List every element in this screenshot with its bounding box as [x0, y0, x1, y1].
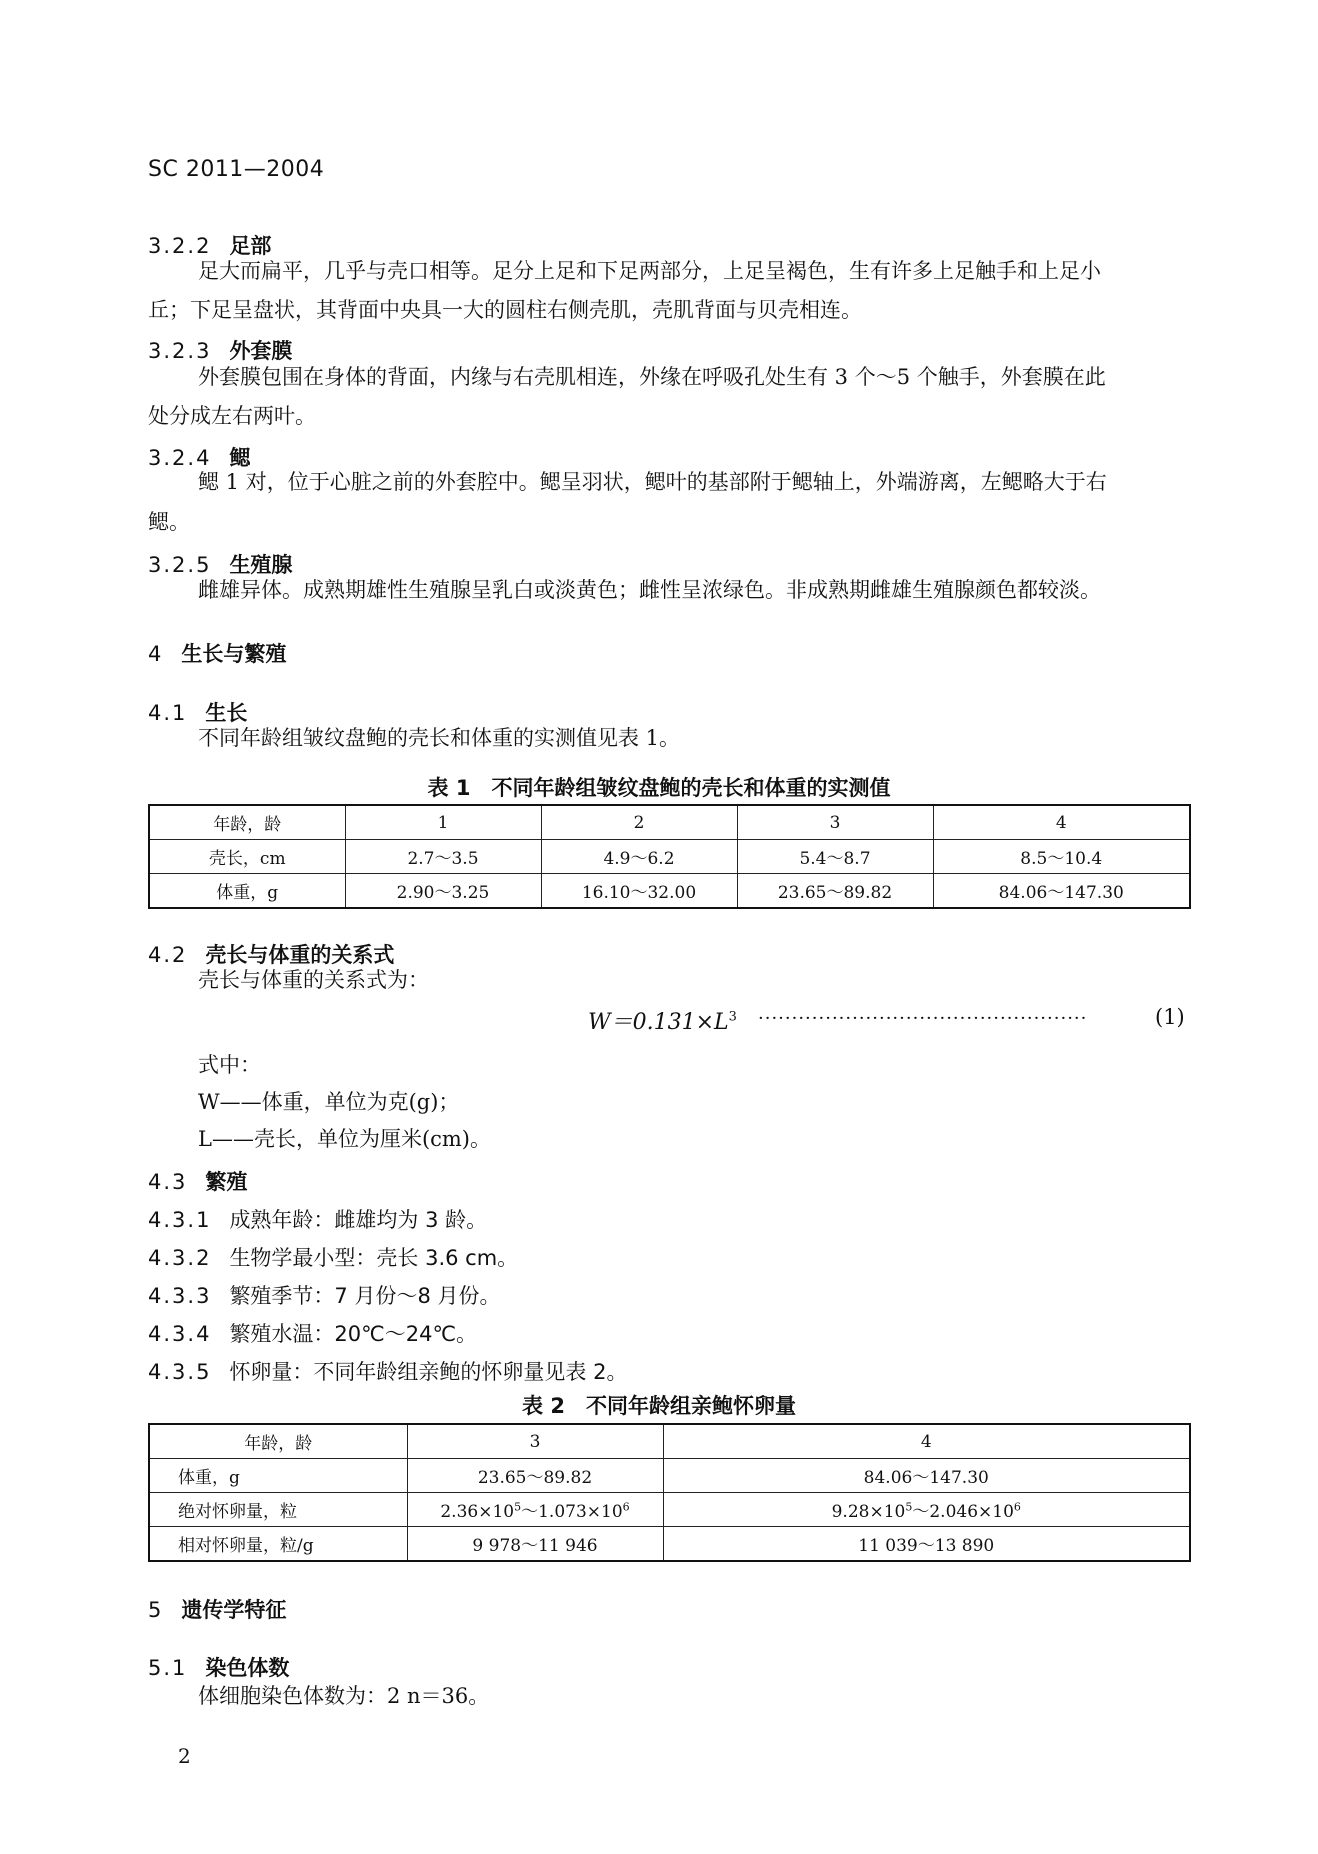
- table-header-cell: 4: [663, 1424, 1190, 1459]
- section-title: 繁殖: [205, 1170, 248, 1194]
- table-cell: 2.7～3.5: [345, 840, 541, 874]
- table-header-cell: 4: [933, 805, 1190, 840]
- table-cell: 5.4～8.7: [737, 840, 933, 874]
- page-number: 2: [178, 1744, 191, 1768]
- table-cell: 84.06～147.30: [663, 1459, 1190, 1493]
- where-label: 式中：: [198, 1053, 261, 1077]
- table-header-cell: 3: [737, 805, 933, 840]
- section-number: 4.2: [148, 943, 188, 967]
- document-code: SC 2011—2004: [148, 157, 325, 182]
- table-row: [149, 1424, 1190, 1459]
- table-cell: [407, 1493, 663, 1527]
- section-title: 生长: [205, 701, 248, 725]
- section-number: 5: [148, 1598, 164, 1622]
- table-row: [149, 805, 1190, 840]
- section-number: 4: [148, 642, 164, 666]
- value-exponent: 5: [905, 1500, 913, 1514]
- section-3-2-4-line-2: 鳃。: [148, 510, 190, 534]
- formula-exponent: 3: [728, 1009, 737, 1025]
- table-header-cell: 2: [541, 805, 737, 840]
- section-3-2-2-line-1: 足大而扁平，几乎与壳口相等。足分上足和下足两部分，上足呈褐色，生有许多上足触手和上足小: [198, 259, 1101, 283]
- table-cell: 11 039～13 890: [663, 1527, 1190, 1562]
- table-cell: 体重，g: [149, 1459, 407, 1493]
- table-header-cell: 1: [345, 805, 541, 840]
- section-title: 生长与繁殖: [181, 642, 287, 666]
- table-cell: 2.90～3.25: [345, 874, 541, 909]
- formula-leader-dots: ·················································: [758, 1008, 1088, 1029]
- table-cell: 绝对怀卵量，粒: [149, 1493, 407, 1527]
- table-cell: 23.65～89.82: [407, 1459, 663, 1493]
- section-5-1-line-1: 体细胞染色体数为：2 n＝36。: [198, 1684, 490, 1708]
- table-cell: 16.10～32.00: [541, 874, 737, 909]
- table-cell: 84.06～147.30: [933, 874, 1190, 909]
- section-text: 怀卵量：不同年龄组亲鲍的怀卵量见表 2。: [229, 1360, 628, 1384]
- table-cell: 壳长，cm: [149, 840, 345, 874]
- section-number: 4.3.4: [148, 1322, 212, 1346]
- section-number: 5.1: [148, 1656, 188, 1680]
- formula-lhs: W＝0.131×L: [588, 1010, 729, 1035]
- section-title: 鳃: [229, 446, 251, 470]
- where-l: L——壳长，单位为厘米(cm)。: [198, 1127, 492, 1151]
- section-4-3-heading: [148, 1166, 247, 1196]
- section-number: 3.2.3: [148, 339, 212, 363]
- equation-number: (1): [1155, 1005, 1185, 1029]
- section-text: 繁殖季节：7 月份～8 月份。: [229, 1284, 501, 1308]
- section-4-2-line-1: 壳长与体重的关系式为：: [198, 968, 429, 992]
- table-1-caption: 表 1 不同年龄组皱纹盘鲍的壳长和体重的实测值: [427, 776, 891, 800]
- table-row: [149, 874, 1190, 909]
- table-header-cell: 年龄，龄: [149, 805, 345, 840]
- section-number: 4.3.1: [148, 1208, 212, 1232]
- table-cell: 4.9～6.2: [541, 840, 737, 874]
- section-number: 4.3.2: [148, 1246, 212, 1270]
- where-w: W——体重，单位为克(g)；: [198, 1090, 460, 1114]
- section-number: 4.3.3: [148, 1284, 212, 1308]
- table-cell: 8.5～10.4: [933, 840, 1190, 874]
- section-title: 足部: [229, 234, 272, 258]
- section-number: 4.3.5: [148, 1360, 212, 1384]
- section-title: 生殖腺: [229, 553, 293, 577]
- value-part: ～1.073×10: [521, 1502, 623, 1522]
- section-4-3-1: [148, 1204, 487, 1234]
- section-3-2-4-line-1: 鳃 1 对，位于心脏之前的外套腔中。鳃呈羽状，鳃叶的基部附于鳃轴上，外端游离，左鳃略大于右: [198, 470, 1107, 494]
- section-3-2-3-line-2: 处分成左右两叶。: [148, 404, 316, 428]
- section-4-3-5: [148, 1356, 627, 1386]
- section-number: 4.1: [148, 701, 188, 725]
- table-2-caption: 表 2 不同年龄组亲鲍怀卵量: [522, 1394, 796, 1418]
- value-part: 9.28×10: [831, 1502, 906, 1522]
- section-number: 4.3: [148, 1170, 188, 1194]
- section-title: 染色体数: [205, 1656, 290, 1680]
- section-3-2-2-line-2: 丘；下足呈盘状，其背面中央具一大的圆柱右侧壳肌，壳肌背面与贝壳相连。: [148, 298, 862, 322]
- table-row: [149, 840, 1190, 874]
- section-5-heading: [148, 1594, 286, 1624]
- table-header-cell: 年龄，龄: [149, 1424, 407, 1459]
- value-exponent: 6: [1013, 1500, 1021, 1514]
- table-row: [149, 1459, 1190, 1493]
- section-4-1-line-1: 不同年龄组皱纹盘鲍的壳长和体重的实测值见表 1。: [198, 726, 681, 750]
- table-cell: 体重，g: [149, 874, 345, 909]
- formula: [588, 1005, 737, 1036]
- value-part: ～2.046×10: [912, 1502, 1014, 1522]
- section-text: 成熟年龄：雌雄均为 3 龄。: [229, 1208, 488, 1232]
- section-text: 繁殖水温：20℃～24℃。: [229, 1322, 478, 1346]
- table-cell: 相对怀卵量，粒/g: [149, 1527, 407, 1562]
- section-text: 生物学最小型：壳长 3.6 cm。: [229, 1246, 519, 1270]
- table-header-cell: 3: [407, 1424, 663, 1459]
- section-title: 遗传学特征: [181, 1598, 287, 1622]
- section-number: 3.2.2: [148, 234, 212, 258]
- section-4-3-4: [148, 1318, 477, 1348]
- value-exponent: 6: [622, 1500, 630, 1514]
- section-3-2-3-line-1: 外套膜包围在身体的背面，内缘与右壳肌相连，外缘在呼吸孔处生有 3 个～5 个触手，外套膜在此: [198, 365, 1106, 389]
- section-3-2-5-line-1: 雌雄异体。成熟期雄性生殖腺呈乳白或淡黄色；雌性呈浓绿色。非成熟期雌雄生殖腺颜色都较淡。: [198, 578, 1101, 602]
- table-cell: [663, 1493, 1190, 1527]
- formula-expression: [588, 1010, 737, 1035]
- section-4-3-2: [148, 1242, 518, 1272]
- table-row: [149, 1527, 1190, 1562]
- section-title: 外套膜: [229, 339, 293, 363]
- table-cell: 23.65～89.82: [737, 874, 933, 909]
- table-1: [148, 804, 1191, 909]
- table-row: [149, 1493, 1190, 1527]
- table-2: [148, 1423, 1191, 1562]
- value-exponent: 5: [514, 1500, 522, 1514]
- section-4-heading: [148, 638, 286, 668]
- table-cell: 9 978～11 946: [407, 1527, 663, 1562]
- section-number: 3.2.4: [148, 446, 212, 470]
- value-part: 2.36×10: [440, 1502, 515, 1522]
- section-number: 3.2.5: [148, 553, 212, 577]
- section-4-3-3: [148, 1280, 501, 1310]
- section-title: 壳长与体重的关系式: [205, 943, 395, 967]
